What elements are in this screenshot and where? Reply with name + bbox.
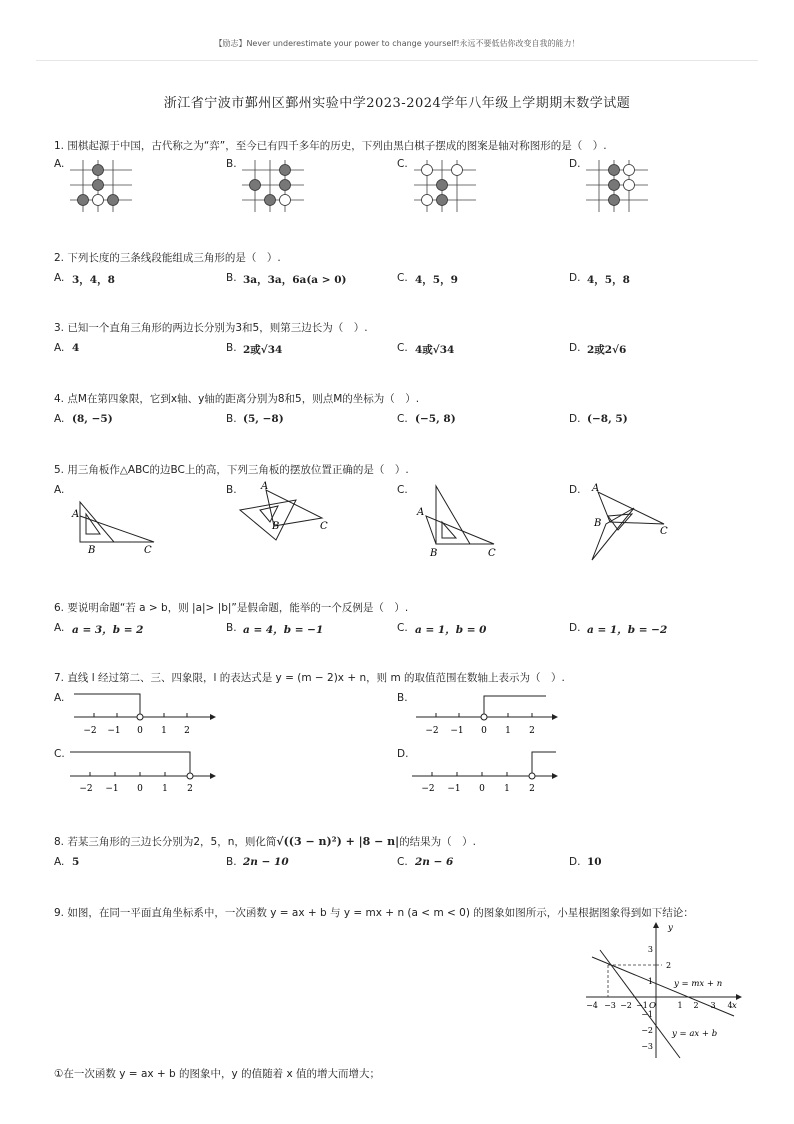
q8-option-b[interactable]: 2n − 10 — [243, 856, 289, 868]
question-1-stem: 1. 围棋起源于中国，古代称之为“弈”，至今已有四千多年的历史，下列由黑白棋子摆成的图案是轴对称图形的是（ ）. — [54, 140, 607, 152]
question-6-stem: 6. 要说明命题“若 a > b，则 |a|> |b|”是假命题，能举的一个反例是（ ）. — [54, 602, 409, 614]
q2-option-c[interactable]: 4，5，9 — [415, 274, 458, 286]
question-8-stem — [54, 834, 476, 849]
tick-label: 0 — [479, 784, 485, 794]
page-title: 浙江省宁波市鄞州区鄞州实验中学2023-2024学年八年级上学期期末数学试题 — [163, 96, 631, 111]
q8-label-a[interactable]: A. — [54, 856, 65, 868]
q4-option-a[interactable]: (8, −5) — [72, 413, 113, 425]
q1-label-c[interactable]: C. — [397, 158, 408, 170]
q6-label-b[interactable]: B. — [226, 622, 237, 634]
tick-label: 1 — [504, 784, 510, 794]
triangle-figure-b — [236, 480, 346, 546]
c-label: C — [488, 548, 496, 559]
q2-label-a[interactable]: A. — [54, 272, 65, 284]
line-ax-b-label: y = ax + b — [672, 1029, 718, 1039]
x-tick: −4 — [586, 1001, 598, 1010]
q6-label-a[interactable]: A. — [54, 622, 65, 634]
triangle-figure-d — [584, 478, 684, 564]
q5-label-a[interactable]: A. — [54, 484, 65, 496]
line-mx-n-label: y = mx + n — [674, 979, 723, 989]
q2-label-b[interactable]: B. — [226, 272, 237, 284]
q2-option-d[interactable]: 4，5，8 — [587, 274, 630, 286]
b-label: B — [594, 518, 602, 529]
q4-option-b[interactable]: (5, −8) — [243, 413, 284, 425]
b-label: B — [88, 545, 96, 556]
question-2-stem: 2. 下列长度的三条线段能组成三角形的是（ ）. — [54, 252, 281, 264]
tick-label: 0 — [137, 726, 143, 736]
tick-label: −1 — [105, 784, 119, 794]
q1-label-a[interactable]: A. — [54, 158, 65, 170]
q4-option-d[interactable]: (−8, 5) — [587, 413, 628, 425]
b-label: B — [430, 548, 438, 559]
q3-label-d[interactable]: D. — [569, 342, 581, 354]
origin-label: O — [649, 1001, 656, 1011]
q8-stem-post: 的结果为（ ）. — [399, 836, 477, 848]
q8-label-c[interactable]: C. — [397, 856, 408, 868]
go-board-c — [410, 158, 480, 216]
tick-label: −1 — [450, 726, 464, 736]
q7-label-d[interactable]: D. — [397, 748, 409, 760]
number-line-c — [66, 748, 222, 794]
q6-option-c[interactable]: a = 1，b = 0 — [415, 624, 487, 636]
q3-label-b[interactable]: B. — [226, 342, 237, 354]
q3-option-c[interactable]: 4或√34 — [415, 344, 455, 356]
q8-expression: √((3 − n)²) + |8 − n| — [276, 835, 400, 848]
q8-option-c[interactable]: 2n − 6 — [415, 856, 454, 868]
q5-label-d[interactable]: D. — [569, 484, 581, 496]
tick-label: 1 — [162, 784, 168, 794]
a-label: A — [592, 483, 600, 494]
x-axis-label: x — [732, 1001, 737, 1011]
a-label: A — [417, 507, 425, 518]
tick-label: −2 — [425, 726, 439, 736]
q8-label-b[interactable]: B. — [226, 856, 237, 868]
c-label: C — [660, 526, 668, 537]
q8-stem-pre: 8. 若某三角形的三边长分别为2，5，n，则化简 — [54, 836, 277, 848]
q8-option-a[interactable]: 5 — [72, 856, 80, 868]
q3-option-a[interactable]: 4 — [72, 342, 80, 354]
number-line-a — [70, 692, 220, 738]
q6-label-d[interactable]: D. — [569, 622, 581, 634]
y-tick: 2 — [666, 961, 672, 970]
tick-label: 2 — [529, 726, 535, 736]
y-tick: 3 — [647, 945, 653, 954]
go-board-a — [66, 158, 136, 216]
question-4-stem: 4. 点M在第四象限，它到x轴、y轴的距离分别为8和5，则点M的坐标为（ ）. — [54, 393, 420, 405]
q2-label-d[interactable]: D. — [569, 272, 581, 284]
q3-option-d[interactable]: 2或2√6 — [587, 344, 627, 356]
q7-label-c[interactable]: C. — [54, 748, 65, 760]
y-tick: 1 — [647, 977, 653, 986]
y-tick: −3 — [641, 1042, 653, 1051]
number-line-b — [412, 692, 562, 738]
c-label: C — [320, 521, 328, 532]
tick-label: −1 — [447, 784, 461, 794]
tick-label: −1 — [107, 726, 121, 736]
go-board-b — [238, 158, 308, 216]
a-label: A — [72, 509, 80, 520]
header-banner: 【励志】Never underestimate your power to change yourself!永远不要低估你改变自我的能力！ — [214, 39, 580, 48]
triangle-figure-a — [66, 490, 166, 556]
x-tick: −2 — [620, 1001, 632, 1010]
tick-label: 1 — [505, 726, 511, 736]
question-5-stem: 5. 用三角板作△ABC的边BC上的高，下列三角板的摆放位置正确的是（ ）. — [54, 464, 409, 476]
question-9-stem: 9. 如图，在同一平面直角坐标系中，一次函数 y = ax + b 与 y = mx + n (a < m < 0) 的图象如图所示，小星根据图象得到如下结论： — [54, 907, 694, 919]
q8-option-d[interactable]: 10 — [587, 856, 602, 868]
question-3-stem: 3. 已知一个直角三角形的两边长分别为3和5，则第三边长为（ ）. — [54, 322, 368, 334]
q1-label-b[interactable]: B. — [226, 158, 237, 170]
question-7-stem: 7. 直线 l 经过第二、三、四象限，l 的表达式是 y = (m − 2)x + n，则 m 的取值范围在数轴上表示为（ ）. — [54, 672, 565, 684]
x-tick: 3 — [710, 1001, 716, 1010]
y-tick: −2 — [641, 1026, 653, 1035]
coordinate-graph — [584, 920, 744, 1060]
x-tick: 4 — [727, 1001, 733, 1010]
tick-label: 2 — [187, 784, 193, 794]
q7-label-a[interactable]: A. — [54, 692, 65, 704]
q4-option-c[interactable]: (−5, 8) — [415, 413, 456, 425]
x-tick: 1 — [677, 1001, 683, 1010]
a-label: A — [261, 481, 269, 492]
tick-label: −2 — [421, 784, 435, 794]
q8-label-d[interactable]: D. — [569, 856, 581, 868]
b-label: B — [272, 521, 280, 532]
x-tick: −1 — [636, 1001, 648, 1010]
y-axis-label: y — [668, 923, 673, 933]
q1-label-d[interactable]: D. — [569, 158, 581, 170]
q5-label-c[interactable]: C. — [397, 484, 408, 496]
q9-conclusion-1: ①在一次函数 y = ax + b 的图象中，y 的值随着 x 值的增大而增大； — [54, 1068, 381, 1080]
q4-label-a[interactable]: A. — [54, 413, 65, 425]
x-tick: −3 — [604, 1001, 616, 1010]
tick-label: 2 — [184, 726, 190, 736]
q2-option-b[interactable]: 3a，3a，6a(a > 0) — [243, 274, 347, 286]
c-label: C — [144, 545, 152, 556]
tick-label: 1 — [161, 726, 167, 736]
tick-label: 2 — [529, 784, 535, 794]
q6-option-a[interactable]: a = 3，b = 2 — [72, 624, 144, 636]
tick-label: −2 — [83, 726, 97, 736]
number-line-d — [408, 748, 564, 794]
q7-label-b[interactable]: B. — [397, 692, 408, 704]
q4-label-b[interactable]: B. — [226, 413, 237, 425]
q3-label-c[interactable]: C. — [397, 342, 408, 354]
tick-label: 0 — [137, 784, 143, 794]
q5-label-b[interactable]: B. — [226, 484, 237, 496]
q2-option-a[interactable]: 3，4，8 — [72, 274, 115, 286]
tick-label: −2 — [79, 784, 93, 794]
y-tick: −1 — [641, 1010, 653, 1019]
q3-option-b[interactable]: 2或√34 — [243, 344, 283, 356]
q2-label-c[interactable]: C. — [397, 272, 408, 284]
q4-label-c[interactable]: C. — [397, 413, 408, 425]
q6-option-d[interactable]: a = 1，b = −2 — [587, 624, 668, 636]
tick-label: 0 — [481, 726, 487, 736]
q3-label-a[interactable]: A. — [54, 342, 65, 354]
triangle-figure-c — [410, 482, 510, 558]
x-tick: 2 — [693, 1001, 699, 1010]
q6-option-b[interactable]: a = 4，b = −1 — [243, 624, 324, 636]
q6-label-c[interactable]: C. — [397, 622, 408, 634]
go-board-d — [582, 158, 652, 216]
q4-label-d[interactable]: D. — [569, 413, 581, 425]
header-divider — [36, 60, 758, 61]
